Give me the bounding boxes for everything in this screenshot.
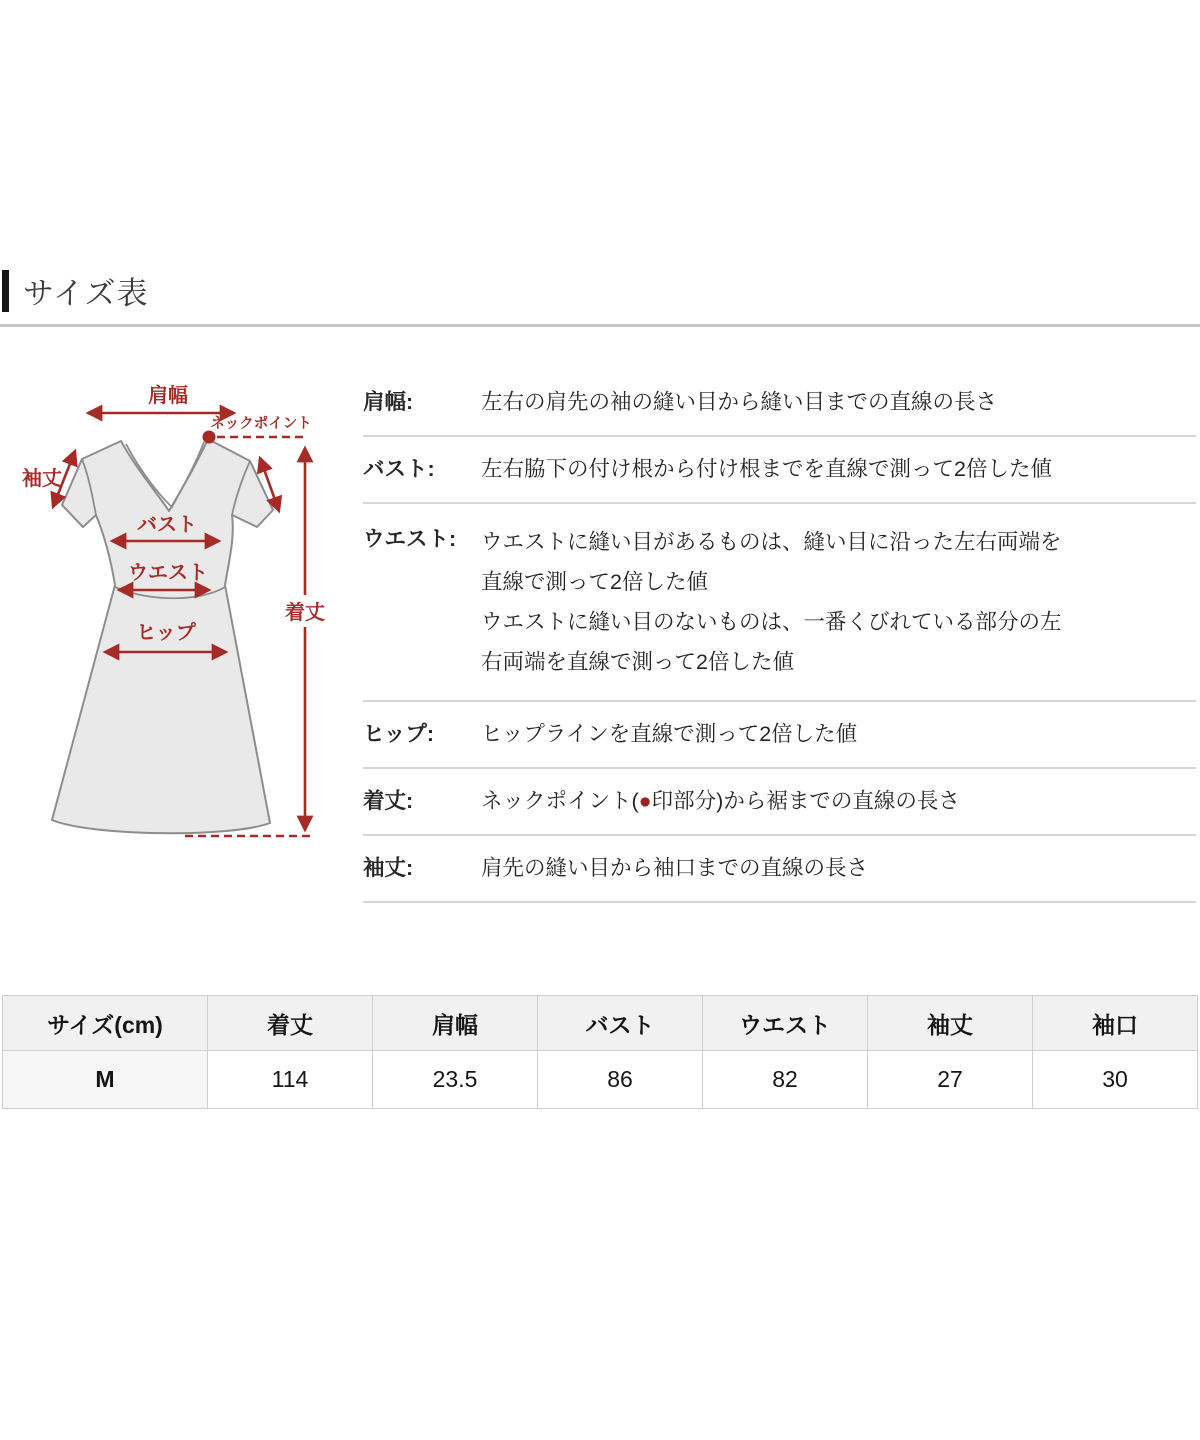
definition-term: 肩幅:: [363, 390, 414, 414]
definition-description: [481, 784, 1196, 818]
page-title: サイズ表: [23, 276, 149, 311]
title-accent-bar: [2, 270, 9, 312]
table-row-m: [3, 1051, 1198, 1109]
header-shoulder: 肩幅: [373, 996, 538, 1051]
cell-size: M: [3, 1051, 208, 1109]
cell-waist: 82: [703, 1051, 868, 1109]
cell-sleeve-length: 27: [868, 1051, 1033, 1109]
neck-point-dot: [203, 431, 216, 444]
definition-term: 着丈:: [363, 789, 414, 813]
dress-measurement-diagram: [20, 375, 360, 870]
size-table-header-row: [3, 996, 1198, 1051]
waist-label: ウエスト: [128, 562, 208, 584]
definition-term: ウエスト:: [363, 527, 457, 551]
header-cuff: 袖口: [1033, 996, 1198, 1051]
measurement-definitions: [363, 378, 1196, 903]
header-waist: ウエスト: [703, 996, 868, 1051]
definition-description-line: ウエストに縫い目があるものは、縫い目に沿った左右両端を直線で測って2倍した値: [481, 530, 1062, 594]
neck-point-dot-glyph: ●: [638, 789, 652, 813]
definition-description: ヒップラインを直線で測って2倍した値: [481, 722, 858, 746]
definition-term: バスト:: [363, 457, 435, 481]
definition-row-length: [363, 769, 1196, 836]
definition-description-text: 印部分)から裾までの直線の長さ: [651, 789, 960, 813]
definition-row-waist: [363, 504, 1196, 702]
definition-row-shoulder: [363, 378, 1196, 437]
hip-label: ヒップ: [136, 622, 196, 644]
sleeve-length-label: 袖丈: [22, 468, 62, 490]
cell-cuff: 30: [1033, 1051, 1198, 1109]
header-size: サイズ(cm): [3, 996, 208, 1051]
definition-description: 左右の肩先の袖の縫い目から縫い目までの直線の長さ: [481, 390, 998, 414]
neck-point-label: ネックポイント: [210, 416, 312, 432]
definition-row-bust: [363, 437, 1196, 504]
header-length: 着丈: [208, 996, 373, 1051]
size-table: [2, 995, 1198, 1109]
definition-term: 袖丈:: [363, 856, 414, 880]
shoulder-width-label: 肩幅: [148, 385, 188, 407]
definition-term: ヒップ:: [363, 722, 435, 746]
length-label: 着丈: [285, 602, 325, 624]
bust-label: バスト: [137, 514, 197, 536]
size-chart-title-section: [2, 268, 149, 313]
title-divider: [0, 324, 1200, 327]
definition-row-sleeve: [363, 836, 1196, 903]
cell-length: 114: [208, 1051, 373, 1109]
definition-description: [481, 522, 1073, 682]
header-bust: バスト: [538, 996, 703, 1051]
cell-shoulder: 23.5: [373, 1051, 538, 1109]
definition-description-text: ネックポイント(: [481, 789, 639, 813]
cell-bust: 86: [538, 1051, 703, 1109]
header-sleeve-length: 袖丈: [868, 996, 1033, 1051]
definition-description: 肩先の縫い目から袖口までの直線の長さ: [481, 856, 869, 880]
definition-description: 左右脇下の付け根から付け根までを直線で測って2倍した値: [481, 457, 1052, 481]
definition-description-line: ウエストに縫い目のないものは、一番くびれている部分の左右両端を直線で測って2倍した値: [481, 610, 1062, 674]
definition-row-hip: [363, 702, 1196, 769]
